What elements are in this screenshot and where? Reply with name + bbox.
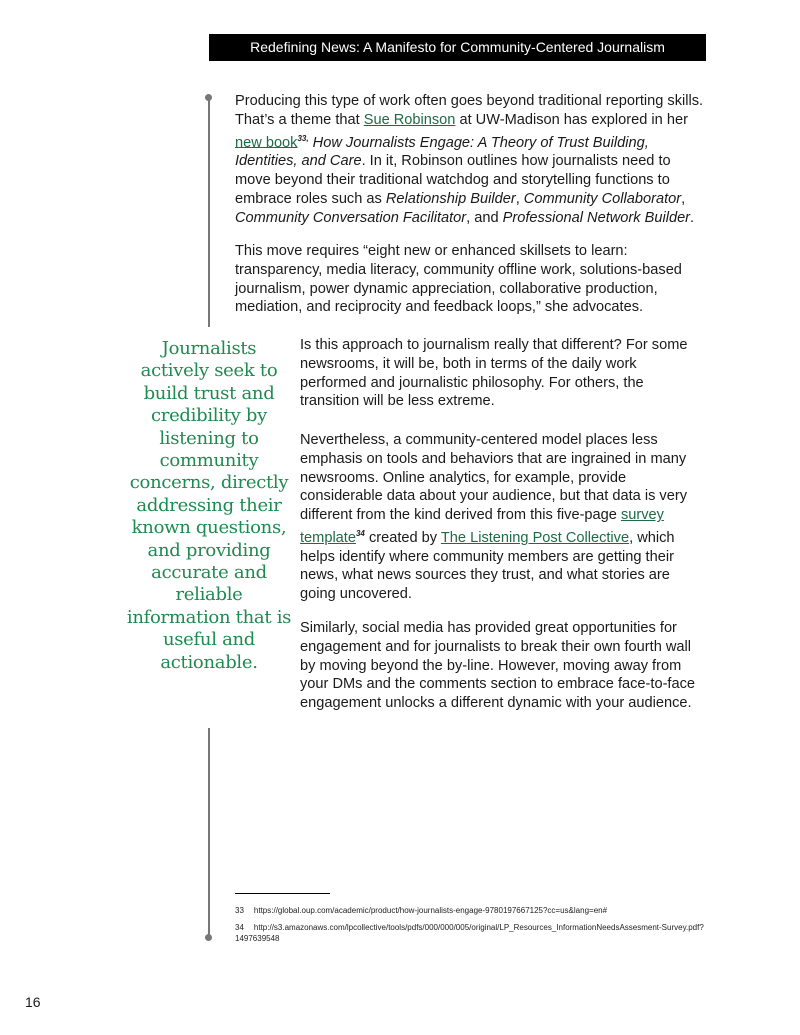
footnote-number: 34 [235,923,244,932]
footnote-ref: 34 [355,528,365,538]
text-run: . [690,209,695,226]
margin-rule-bottom [208,728,210,938]
italic-text: Community Collaborator [523,190,682,207]
inline-link[interactable]: Sue Robinson [363,111,456,128]
body-paragraph-2 [235,242,707,317]
body-paragraph-1 [235,92,707,227]
pull-quote: Journalists actively seek to build trust and credibility by listening to community concerns, directly addressing their known questions, and providing accurate and reliable information that is useful and actionable. [126,338,292,673]
text-run: , [515,190,524,207]
inline-link[interactable]: survey template [300,507,664,546]
text-run: Similarly, social media has provided great opportunities for engagement and for journalists to break their own fourth wall by moving beyond the by-line. However, moving away from your DMs and the comments section to embrace face-to-face engagement unlocks a different dynamic with your audience. [300,620,696,712]
text-run: Producing this type of work often goes beyond traditional reporting skills. That’s a theme that [235,93,704,128]
text-run: Nevertheless, a community-centered model places less emphasis on tools and behaviors that are ingrained in many newsrooms. Online analytics, for example, provide considerable data about your audience, but that data is very different from the kind derived from this five-page [300,432,687,524]
inline-link[interactable]: The Listening Post Collective [440,529,630,546]
footnote-number: 33 [235,906,244,915]
page-number: 16 [25,994,41,1010]
footnote-33 [235,906,705,917]
text-run: , which helps identify where community members are getting their news, what news sources they trust, and what stories are going uncovered. [300,529,675,603]
text-run: . In it, Robinson outlines how journalists need to move beyond their traditional watchdog and storytelling functions to embrace roles such as [235,153,671,207]
text-run: created by [364,529,441,546]
text-run: at UW-Madison has explored in her [455,111,688,128]
italic-text: Relationship Builder [385,190,516,207]
body-paragraph-4 [300,431,705,604]
margin-rule-top [208,97,210,327]
text-run: Is this approach to journalism really that different? For some newsrooms, it will be, both in terms of the daily work performed and journalistic philosophy. For others, the transition will be less extreme. [300,337,688,410]
rule-dot-bottom [205,934,212,941]
footnote-url[interactable]: https://global.oup.com/academic/product/how-journalists-engage-9780197667125?cc=us&lang=en# [253,906,608,915]
rule-dot-top [205,94,212,101]
footnote-ref: 33, [297,133,309,143]
footnote-divider [235,893,330,894]
text-run: , and [466,209,503,226]
text-run: , [681,190,686,207]
running-header: Redefining News: A Manifesto for Community-Centered Journalism [209,34,706,61]
text-run: This move requires “eight new or enhanced skillsets to learn: transparency, media literacy, community offline work, solutions-based journalism, power dynamic appreciation, collaborative production, mediation, and reciprocity and feedback loops,” she advocates. [235,243,682,316]
italic-text: How Journalists Engage: A Theory of Trust Building, Identities, and Care [235,134,649,170]
inline-link[interactable]: new book [235,134,298,151]
body-paragraph-3 [300,336,705,411]
italic-text: Community Conversation Facilitator [235,209,467,226]
italic-text: Professional Network Builder [502,209,691,226]
footnote-url[interactable]: http://s3.amazonaws.com/lpcollective/tools/pdfs/000/000/005/original/LP_Resources_InformationNeedsAssesment-Survey.pdf?1497639548 [235,923,704,943]
footnote-34 [235,923,705,944]
body-paragraph-5 [300,619,705,713]
